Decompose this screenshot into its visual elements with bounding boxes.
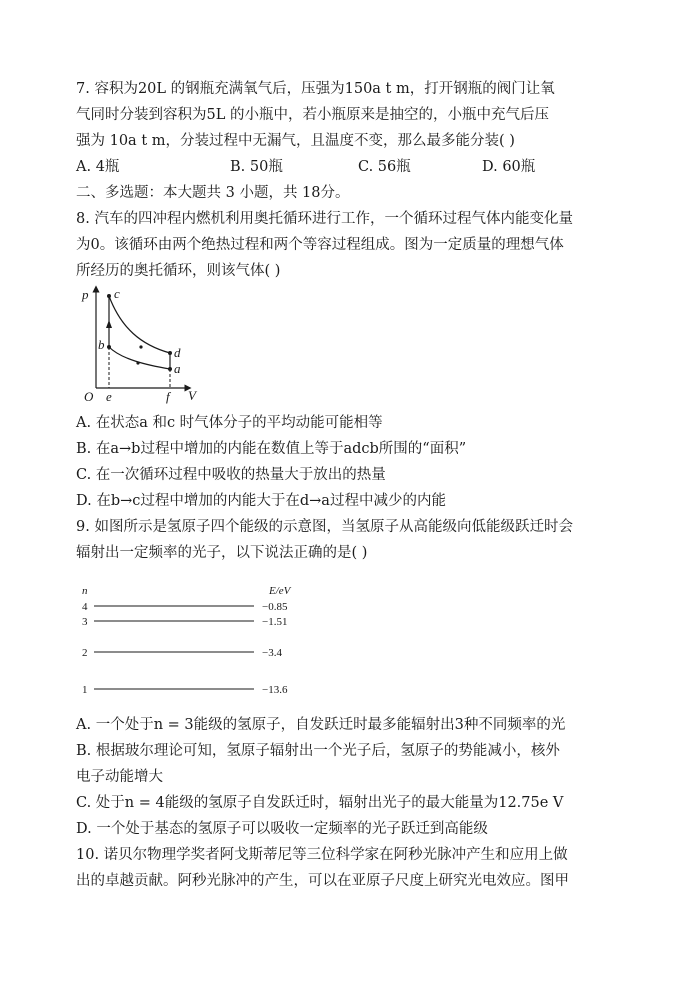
q7-option-d: D. 60瓶 xyxy=(482,159,536,175)
point-b xyxy=(107,345,111,349)
q8-option-a: A. 在状态a 和c 时气体分子的平均动能可能相等 xyxy=(76,415,383,431)
q9-option-b-line2: 电子动能增大 xyxy=(76,769,163,785)
q10-line1: 10. 诺贝尔物理学奖者阿戈斯蒂尼等三位科学家在阿秒光脉冲产生和应用上做 xyxy=(76,847,568,863)
point-c xyxy=(107,294,111,298)
q9-option-a: A. 一个处于n = 3能级的氢原子，自发跃迁时最多能辐射出3种不同频率的光 xyxy=(76,717,566,733)
origin-label: O xyxy=(84,389,94,404)
q10-line2: 出的卓越贡献。阿秒光脉冲的产生，可以在亚原子尺度上研究光电效应。图甲 xyxy=(76,873,569,889)
q9-option-c: C. 处于n = 4能级的氢原子自发跃迁时，辐射出光子的最大能量为12.75e V xyxy=(76,795,564,811)
q7-line1: 7. 容积为20L 的钢瓶充满氧气后，压强为150a t m，打开钢瓶的阀门让氧 xyxy=(76,81,555,97)
label-d: d xyxy=(174,345,181,360)
label-f: f xyxy=(166,389,170,404)
q8-line2: 为0。该循环由两个绝热过程和两个等容过程组成。图为一定质量的理想气体 xyxy=(76,237,564,253)
q7-option-c: C. 56瓶 xyxy=(358,159,411,175)
p-axis-label: p xyxy=(82,287,89,302)
energy-level-diagram xyxy=(76,578,316,700)
level-2-n: 2 xyxy=(82,647,88,659)
q9-option-d: D. 一个处于基态的氢原子可以吸收一定频率的光子跃迁到高能级 xyxy=(76,821,488,837)
level-3-energy: −1.51 xyxy=(262,616,288,628)
q8-line3: 所经历的奥托循环，则该气体( ) xyxy=(76,263,281,279)
q9-option-b-line1: B. 根据玻尔理论可知，氢原子辐射出一个光子后，氢原子的势能减小，核外 xyxy=(76,743,560,759)
ab-midpoint xyxy=(136,361,139,364)
label-a: a xyxy=(174,361,181,376)
q7-line3: 强为 10a t m，分装过程中无漏气，且温度不变，那么最多能分装( ) xyxy=(76,133,515,149)
cd-process xyxy=(109,296,170,353)
q8-option-c: C. 在一次循环过程中吸收的热量大于放出的热量 xyxy=(76,467,386,483)
v-axis-label: V xyxy=(188,388,196,403)
bc-arrow-icon xyxy=(106,320,112,328)
q8-option-b: B. 在a→b过程中增加的内能在数值上等于adcb所围的“面积” xyxy=(76,441,467,457)
q9-line1: 9. 如图所示是氢原子四个能级的示意图，当氢原子从高能级向低能级跃迁时会 xyxy=(76,519,573,535)
point-a xyxy=(168,367,172,371)
q8-option-d: D. 在b→c过程中增加的内能大于在d→a过程中减少的内能 xyxy=(76,493,446,509)
energy-header: E/eV xyxy=(269,585,291,597)
q9-line2: 辐射出一定频率的光子，以下说法正确的是( ) xyxy=(76,545,368,561)
otto-cycle-diagram xyxy=(76,283,206,405)
level-4-n: 4 xyxy=(82,601,88,613)
cd-midpoint xyxy=(139,345,142,348)
level-2-energy: −3.4 xyxy=(262,647,282,659)
n-header: n xyxy=(82,585,88,597)
section-heading: 二、多选题：本大题共 3 小题，共 18分。 xyxy=(76,185,350,201)
level-1-energy: −13.6 xyxy=(262,684,288,696)
label-c: c xyxy=(114,286,120,301)
point-d xyxy=(168,351,172,355)
level-1-n: 1 xyxy=(82,684,88,696)
q7-option-a: A. 4瓶 xyxy=(76,159,120,175)
label-b: b xyxy=(98,337,105,352)
q7-option-b: B. 50瓶 xyxy=(230,159,283,175)
q7-line2: 气同时分装到容积为5L 的小瓶中，若小瓶原来是抽空的，小瓶中充气后压 xyxy=(76,107,549,123)
level-3-n: 3 xyxy=(82,616,88,628)
level-4-energy: −0.85 xyxy=(262,601,288,613)
label-e: e xyxy=(106,389,112,404)
q8-line1: 8. 汽车的四冲程内燃机利用奥托循环进行工作，一个循环过程气体内能变化量 xyxy=(76,211,573,227)
